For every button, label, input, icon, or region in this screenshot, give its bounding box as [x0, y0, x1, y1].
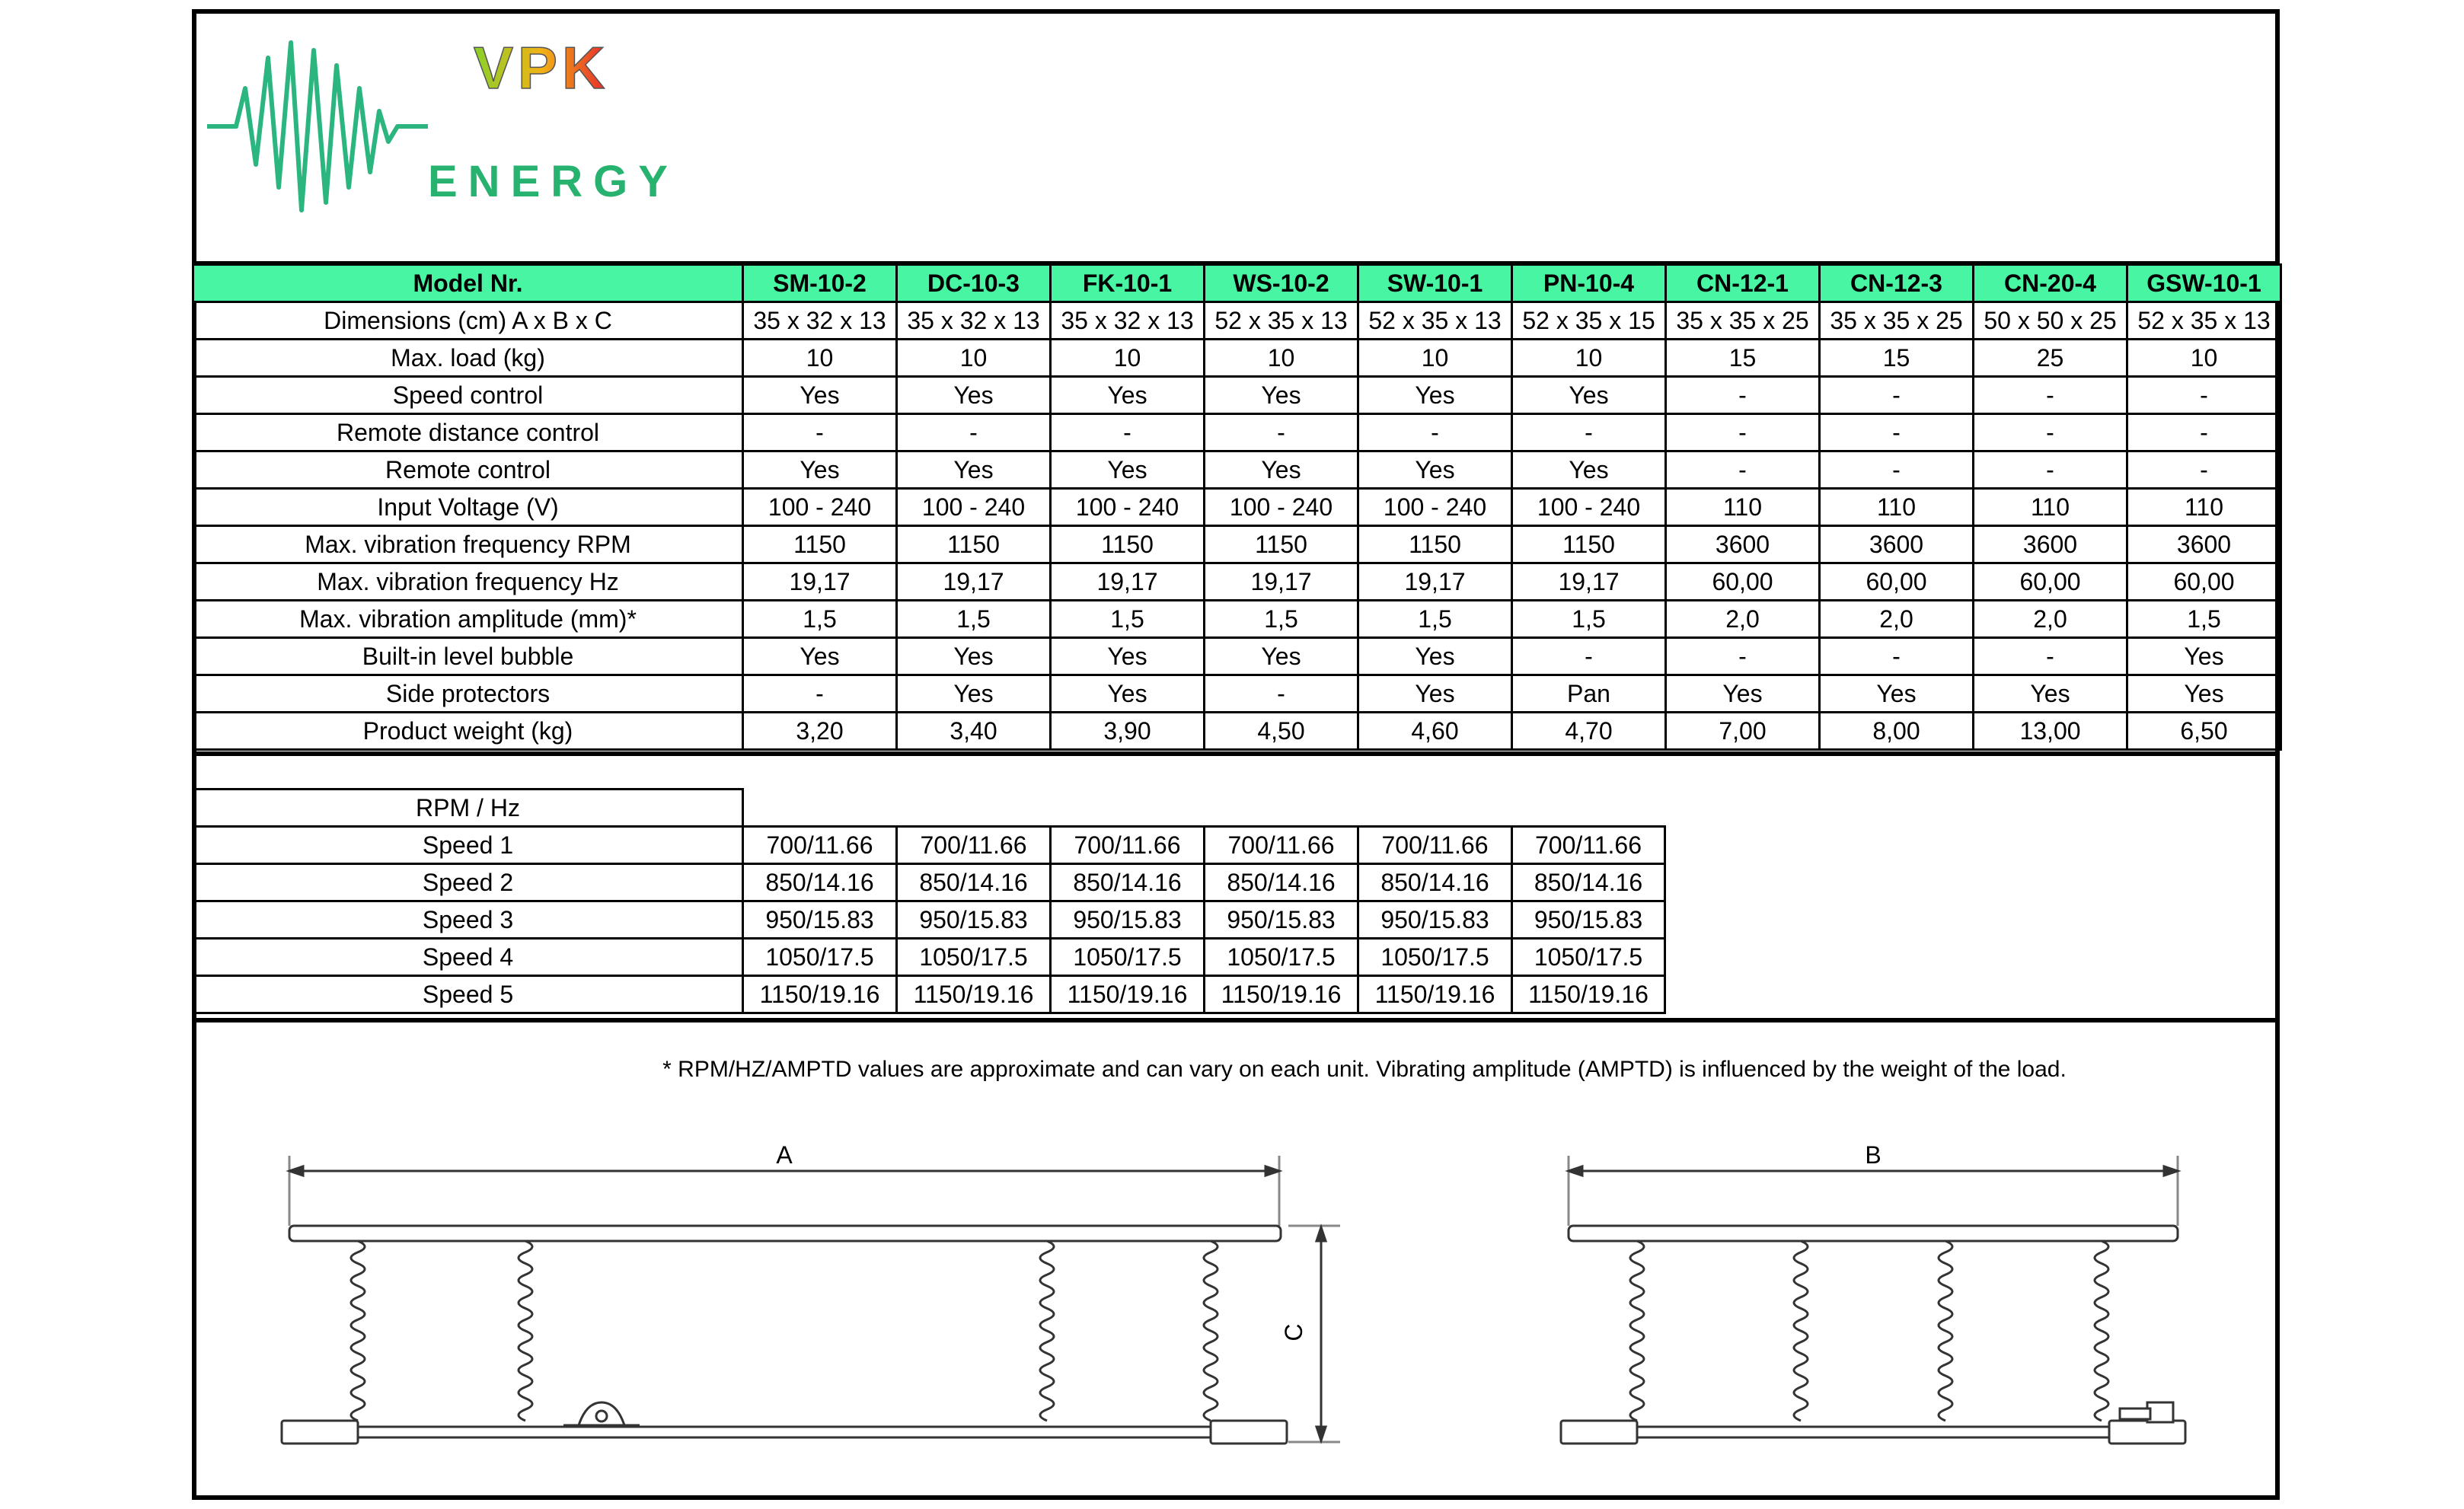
- speed-cell: 1050/17.5: [1358, 939, 1512, 976]
- spec-cell: Yes: [1205, 377, 1358, 414]
- spec-cell: -: [1820, 638, 1974, 675]
- speed-cell: 950/15.83: [897, 901, 1051, 939]
- speed-cell: 950/15.83: [1051, 901, 1205, 939]
- spec-cell: -: [1820, 414, 1974, 451]
- spec-cell: -: [743, 675, 897, 713]
- spec-cell: 100 - 240: [897, 489, 1051, 526]
- spec-row-label: Built-in level bubble: [193, 638, 743, 675]
- spec-cell: 4,70: [1512, 713, 1666, 750]
- spec-cell: 1,5: [2127, 601, 2281, 638]
- spring-icon: [351, 1241, 365, 1421]
- model-name: CN-20-4: [1974, 265, 2127, 302]
- spec-cell: 1150: [1051, 526, 1205, 563]
- spec-cell: -: [1205, 675, 1358, 713]
- spec-cell: 10: [897, 340, 1051, 377]
- spec-cell: Yes: [2127, 638, 2281, 675]
- spec-cell: 1150: [1358, 526, 1512, 563]
- spec-row-label: Input Voltage (V): [193, 489, 743, 526]
- spec-cell: 60,00: [1974, 563, 2127, 601]
- spec-row: [193, 563, 2281, 601]
- spec-cell: 10: [1051, 340, 1205, 377]
- speed-cell: 1150/19.16: [1205, 976, 1358, 1013]
- speed-table: [192, 788, 1666, 1014]
- spec-row-label: Max. load (kg): [193, 340, 743, 377]
- model-name: GSW-10-1: [2127, 265, 2281, 302]
- speed-cell: 850/14.16: [897, 864, 1051, 901]
- spec-cell: 52 x 35 x 13: [1358, 302, 1512, 340]
- spec-cell: Yes: [1358, 638, 1512, 675]
- spec-cell: 10: [1205, 340, 1358, 377]
- speed-cell: 850/14.16: [743, 864, 897, 901]
- logo-energy-text: ENERGY: [428, 157, 678, 206]
- spec-cell: Yes: [1205, 451, 1358, 489]
- spring-icon: [1630, 1241, 1644, 1421]
- speed-cell: 950/15.83: [743, 901, 897, 939]
- spec-cell: 10: [2127, 340, 2281, 377]
- spec-row: [193, 675, 2281, 713]
- spec-cell: Yes: [897, 377, 1051, 414]
- spec-cell: -: [1358, 414, 1512, 451]
- spec-cell: -: [743, 414, 897, 451]
- speed-cell: 1150/19.16: [1051, 976, 1205, 1013]
- spec-cell: 4,50: [1205, 713, 1358, 750]
- spec-header-row: [193, 265, 2281, 302]
- speed-cell: 1050/17.5: [743, 939, 897, 976]
- dim-b-label: B: [1865, 1141, 1882, 1169]
- spec-cell: -: [1205, 414, 1358, 451]
- spec-table: [192, 263, 2282, 751]
- spec-row-label: Side protectors: [193, 675, 743, 713]
- spec-row: [193, 414, 2281, 451]
- spec-cell: Yes: [1974, 675, 2127, 713]
- spec-cell: 3,40: [897, 713, 1051, 750]
- spec-cell: 52 x 35 x 13: [2127, 302, 2281, 340]
- spec-cell: Yes: [743, 377, 897, 414]
- spec-cell: 100 - 240: [1358, 489, 1512, 526]
- spec-row-label: Speed control: [193, 377, 743, 414]
- spec-cell: 35 x 32 x 13: [1051, 302, 1205, 340]
- speed-cell: 700/11.66: [1051, 827, 1205, 864]
- speed-row: [193, 939, 1665, 976]
- wave-icon: [207, 43, 428, 210]
- speed-cell: 1150/19.16: [1512, 976, 1665, 1013]
- spec-cell: 110: [1974, 489, 2127, 526]
- model-name: SM-10-2: [743, 265, 897, 302]
- spec-cell: -: [1974, 414, 2127, 451]
- model-name: SW-10-1: [1358, 265, 1512, 302]
- spec-cell: -: [1974, 377, 2127, 414]
- spec-cell: -: [897, 414, 1051, 451]
- speed-row: [193, 827, 1665, 864]
- speed-row: [193, 976, 1665, 1013]
- spec-cell: Yes: [1358, 675, 1512, 713]
- speed-cell: 1050/17.5: [1205, 939, 1358, 976]
- speed-row-label: Speed 1: [193, 827, 743, 864]
- spec-cell: -: [1666, 414, 1820, 451]
- spec-cell: 35 x 32 x 13: [897, 302, 1051, 340]
- spec-cell: 2,0: [1666, 601, 1820, 638]
- spec-cell: Yes: [1051, 451, 1205, 489]
- spec-cell: 1,5: [743, 601, 897, 638]
- spec-cell: 3600: [1820, 526, 1974, 563]
- spec-cell: 8,00: [1820, 713, 1974, 750]
- spec-cell: Yes: [1512, 377, 1666, 414]
- spec-cell: -: [1666, 638, 1820, 675]
- speed-cell: 1150/19.16: [897, 976, 1051, 1013]
- spec-cell: -: [1512, 638, 1666, 675]
- model-name: PN-10-4: [1512, 265, 1666, 302]
- vpk-energy-logo: [199, 20, 732, 233]
- spec-cell: 1150: [743, 526, 897, 563]
- spec-cell: 50 x 50 x 25: [1974, 302, 2127, 340]
- spec-cell: 35 x 35 x 25: [1820, 302, 1974, 340]
- spring-icon: [2095, 1241, 2108, 1421]
- spec-cell: 10: [1358, 340, 1512, 377]
- speed-header-blank: [743, 790, 1665, 827]
- speed-row-label: Speed 5: [193, 976, 743, 1013]
- spec-cell: 35 x 35 x 25: [1666, 302, 1820, 340]
- speed-cell: 850/14.16: [1358, 864, 1512, 901]
- speed-cell: 1150/19.16: [743, 976, 897, 1013]
- spec-cell: Yes: [1051, 675, 1205, 713]
- spec-cell: 4,60: [1358, 713, 1512, 750]
- spec-cell: 1150: [897, 526, 1051, 563]
- spec-cell: 2,0: [1820, 601, 1974, 638]
- spec-cell: Yes: [1051, 638, 1205, 675]
- speed-cell: 700/11.66: [1205, 827, 1358, 864]
- speed-row-label: Speed 4: [193, 939, 743, 976]
- spec-cell: Yes: [1358, 451, 1512, 489]
- spec-cell: 19,17: [1205, 563, 1358, 601]
- spec-cell: 6,50: [2127, 713, 2281, 750]
- spec-cell: 3600: [1974, 526, 2127, 563]
- spec-cell: 100 - 240: [1512, 489, 1666, 526]
- spec-cell: 19,17: [1051, 563, 1205, 601]
- spec-cell: -: [1820, 377, 1974, 414]
- speed-cell: 950/15.83: [1512, 901, 1665, 939]
- speed-header: RPM / Hz: [193, 790, 743, 827]
- spec-cell: -: [1974, 638, 2127, 675]
- spec-cell: 35 x 32 x 13: [743, 302, 897, 340]
- model-name: FK-10-1: [1051, 265, 1205, 302]
- speed-cell: 1150/19.16: [1358, 976, 1512, 1013]
- speed-cell: 1050/17.5: [1512, 939, 1665, 976]
- spec-row-label: Remote control: [193, 451, 743, 489]
- spec-cell: 15: [1666, 340, 1820, 377]
- spec-cell: 52 x 35 x 15: [1512, 302, 1666, 340]
- spec-cell: 7,00: [1666, 713, 1820, 750]
- spec-row: [193, 377, 2281, 414]
- spec-cell: 100 - 240: [1205, 489, 1358, 526]
- spec-row-label: Dimensions (cm) A x B x C: [193, 302, 743, 340]
- dim-a-label: A: [776, 1141, 793, 1169]
- spec-cell: 60,00: [1666, 563, 1820, 601]
- speed-cell: 700/11.66: [743, 827, 897, 864]
- speed-cell: 700/11.66: [1512, 827, 1665, 864]
- spec-cell: 60,00: [1820, 563, 1974, 601]
- spec-row: [193, 713, 2281, 750]
- spec-cell: 1,5: [1205, 601, 1358, 638]
- spec-cell: 13,00: [1974, 713, 2127, 750]
- spec-cell: 10: [743, 340, 897, 377]
- spec-row-label: Remote distance control: [193, 414, 743, 451]
- dimension-drawings: [259, 1134, 2223, 1469]
- spec-cell: 15: [1820, 340, 1974, 377]
- spec-cell: Yes: [1820, 675, 1974, 713]
- spec-cell: -: [1666, 377, 1820, 414]
- spec-cell: Pan: [1512, 675, 1666, 713]
- speed-cell: 850/14.16: [1051, 864, 1205, 901]
- spec-cell: -: [1974, 451, 2127, 489]
- spec-row-label: Product weight (kg): [193, 713, 743, 750]
- spec-row: [193, 526, 2281, 563]
- speed-cell: 950/15.83: [1358, 901, 1512, 939]
- spec-cell: 110: [2127, 489, 2281, 526]
- spec-cell: 1,5: [1512, 601, 1666, 638]
- model-header: Model Nr.: [193, 265, 743, 302]
- spec-cell: -: [2127, 414, 2281, 451]
- spec-cell: Yes: [897, 638, 1051, 675]
- spec-cell: 1,5: [1358, 601, 1512, 638]
- spec-cell: 1,5: [897, 601, 1051, 638]
- spec-cell: 100 - 240: [1051, 489, 1205, 526]
- spec-cell: -: [1051, 414, 1205, 451]
- speed-cell: 950/15.83: [1205, 901, 1358, 939]
- spring-icon: [1794, 1241, 1808, 1421]
- spec-cell: 52 x 35 x 13: [1205, 302, 1358, 340]
- spec-row: [193, 489, 2281, 526]
- spec-cell: -: [2127, 377, 2281, 414]
- speed-bottom-rule: [192, 1018, 2280, 1022]
- spec-cell: Yes: [743, 638, 897, 675]
- spec-row-label: Max. vibration amplitude (mm)*: [193, 601, 743, 638]
- speed-cell: 850/14.16: [1205, 864, 1358, 901]
- spec-cell: Yes: [1358, 377, 1512, 414]
- spec-cell: 1150: [1512, 526, 1666, 563]
- spring-icon: [519, 1241, 532, 1421]
- spec-cell: Yes: [1666, 675, 1820, 713]
- spec-row: [193, 451, 2281, 489]
- spec-cell: 3600: [1666, 526, 1820, 563]
- spec-cell: -: [1820, 451, 1974, 489]
- spec-row: [193, 601, 2281, 638]
- spec-cell: Yes: [1512, 451, 1666, 489]
- spec-cell: Yes: [1205, 638, 1358, 675]
- spring-icon: [1040, 1241, 1054, 1421]
- spec-cell: 110: [1666, 489, 1820, 526]
- footnote: * RPM/HZ/AMPTD values are approximate and can vary on each unit. Vibrating amplitude (AMPTD) is influenced by the weight of the load.: [662, 1057, 2067, 1082]
- spring-icon: [1204, 1241, 1218, 1421]
- spec-cell: Yes: [897, 675, 1051, 713]
- spec-cell: Yes: [2127, 675, 2281, 713]
- speed-row: [193, 864, 1665, 901]
- speed-cell: 1050/17.5: [1051, 939, 1205, 976]
- spec-cell: 3,90: [1051, 713, 1205, 750]
- spec-row-label: Max. vibration frequency RPM: [193, 526, 743, 563]
- spec-cell: 3,20: [743, 713, 897, 750]
- speed-row-label: Speed 3: [193, 901, 743, 939]
- model-name: WS-10-2: [1205, 265, 1358, 302]
- spec-row-label: Max. vibration frequency Hz: [193, 563, 743, 601]
- model-name: CN-12-1: [1666, 265, 1820, 302]
- spec-cell: 3600: [2127, 526, 2281, 563]
- speed-cell: 1050/17.5: [897, 939, 1051, 976]
- speed-cell: 700/11.66: [1358, 827, 1512, 864]
- spec-cell: 19,17: [1512, 563, 1666, 601]
- speed-header-row: [193, 790, 1665, 827]
- spec-cell: -: [1512, 414, 1666, 451]
- model-name: DC-10-3: [897, 265, 1051, 302]
- spec-cell: Yes: [743, 451, 897, 489]
- dim-c-label: C: [1280, 1323, 1307, 1342]
- spec-cell: 1150: [1205, 526, 1358, 563]
- spec-cell: 19,17: [743, 563, 897, 601]
- spec-cell: 19,17: [1358, 563, 1512, 601]
- speed-row: [193, 901, 1665, 939]
- spec-cell: -: [1666, 451, 1820, 489]
- speed-cell: 850/14.16: [1512, 864, 1665, 901]
- logo-vpk-text: VPK: [474, 34, 610, 101]
- spec-bottom-rule: [192, 751, 2280, 756]
- model-name: CN-12-3: [1820, 265, 1974, 302]
- spec-cell: 19,17: [897, 563, 1051, 601]
- speed-cell: 700/11.66: [897, 827, 1051, 864]
- spec-cell: 110: [1820, 489, 1974, 526]
- spec-cell: Yes: [897, 451, 1051, 489]
- speed-row-label: Speed 2: [193, 864, 743, 901]
- spec-row: [193, 638, 2281, 675]
- spec-cell: Yes: [1051, 377, 1205, 414]
- spec-row: [193, 302, 2281, 340]
- spec-cell: 60,00: [2127, 563, 2281, 601]
- spec-cell: -: [2127, 451, 2281, 489]
- spec-cell: 100 - 240: [743, 489, 897, 526]
- spring-icon: [1939, 1241, 1952, 1421]
- spec-cell: 10: [1512, 340, 1666, 377]
- spec-cell: 25: [1974, 340, 2127, 377]
- spec-cell: 1,5: [1051, 601, 1205, 638]
- spec-cell: 2,0: [1974, 601, 2127, 638]
- spec-row: [193, 340, 2281, 377]
